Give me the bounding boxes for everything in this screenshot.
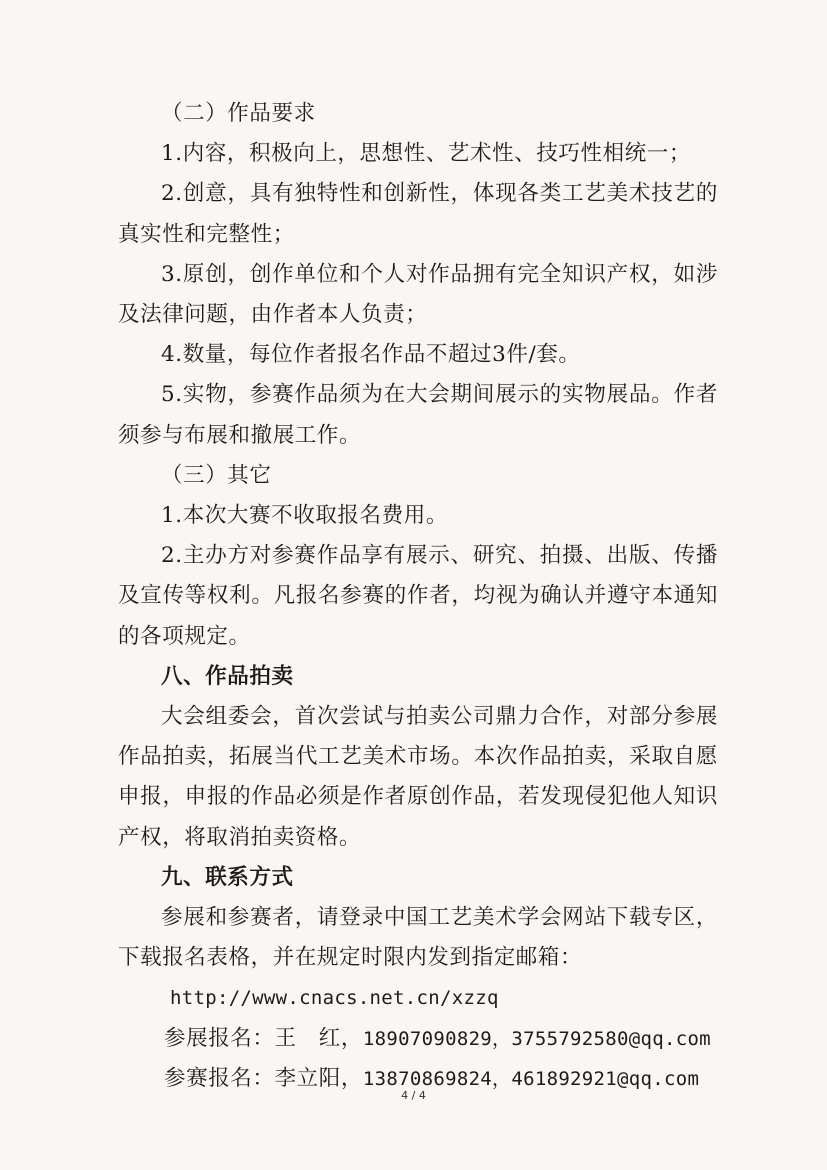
contact-paragraph: 参展和参赛者，请登录中国工艺美术学会网站下载专区，下载报名表格，并在规定时限内发到指定邮箱： bbox=[118, 905, 718, 971]
requirement-item: 4.数量，每位作者报名作品不超过3件/套。 bbox=[161, 342, 581, 368]
exhibit-label: 参展报名： bbox=[164, 1025, 275, 1051]
auction-paragraph: 大会组委会，首次尝试与拍卖公司鼎力合作，对部分参展作品拍卖，拓展当代工艺美术市场。本次作品拍卖，采取自愿申报，申报的作品必须是作者原创作品，若发现侵犯他人知识产权，将取消拍卖资格。 bbox=[118, 704, 718, 850]
contest-name: 李立阳， bbox=[274, 1065, 363, 1091]
other-item: 2.主办方对参赛作品享有展示、研究、拍摄、出版、传播及宣传等权利。凡报名参赛的作者，均视为确认并遵守本通知的各项规定。 bbox=[118, 543, 718, 649]
contest-label: 参赛报名： bbox=[164, 1065, 275, 1091]
download-url: http://www.cnacs.net.cn/xzzq bbox=[170, 987, 499, 1010]
exhibit-contact-line bbox=[118, 1019, 718, 1059]
requirement-item: 3.原创，创作单位和个人对作品拥有完全知识产权，如涉及法律问题，由作者本人负责； bbox=[118, 261, 718, 328]
requirement-item: 5.实物，参赛作品须为在大会期间展示的实物展品。作者须参与布展和撤展工作。 bbox=[118, 382, 718, 448]
requirement-item: 1.内容，积极向上，思想性、艺术性、技巧性相统一； bbox=[161, 141, 692, 167]
contest-email: 461892921@qq.com bbox=[511, 1067, 700, 1090]
exhibit-phone: 18907090829， bbox=[362, 1027, 512, 1050]
exhibit-email: 3755792580@qq.com bbox=[511, 1027, 711, 1050]
section-heading-auction: 八、作品拍卖 bbox=[161, 663, 294, 689]
section-heading-contact: 九、联系方式 bbox=[161, 864, 294, 890]
other-item: 1.本次大赛不收取报名费用。 bbox=[161, 503, 448, 529]
exhibit-name: 王 红， bbox=[274, 1025, 363, 1051]
section-heading-requirements: （二）作品要求 bbox=[161, 101, 316, 126]
contest-phone: 13870869824， bbox=[362, 1067, 512, 1090]
document-body bbox=[118, 94, 718, 1099]
page-number: 4 / 4 bbox=[401, 1089, 426, 1102]
section-heading-other: （三）其它 bbox=[161, 462, 272, 488]
requirement-item: 2.创意，具有独特性和创新性，体现各类工艺美术技艺的真实性和完整性； bbox=[118, 181, 718, 247]
